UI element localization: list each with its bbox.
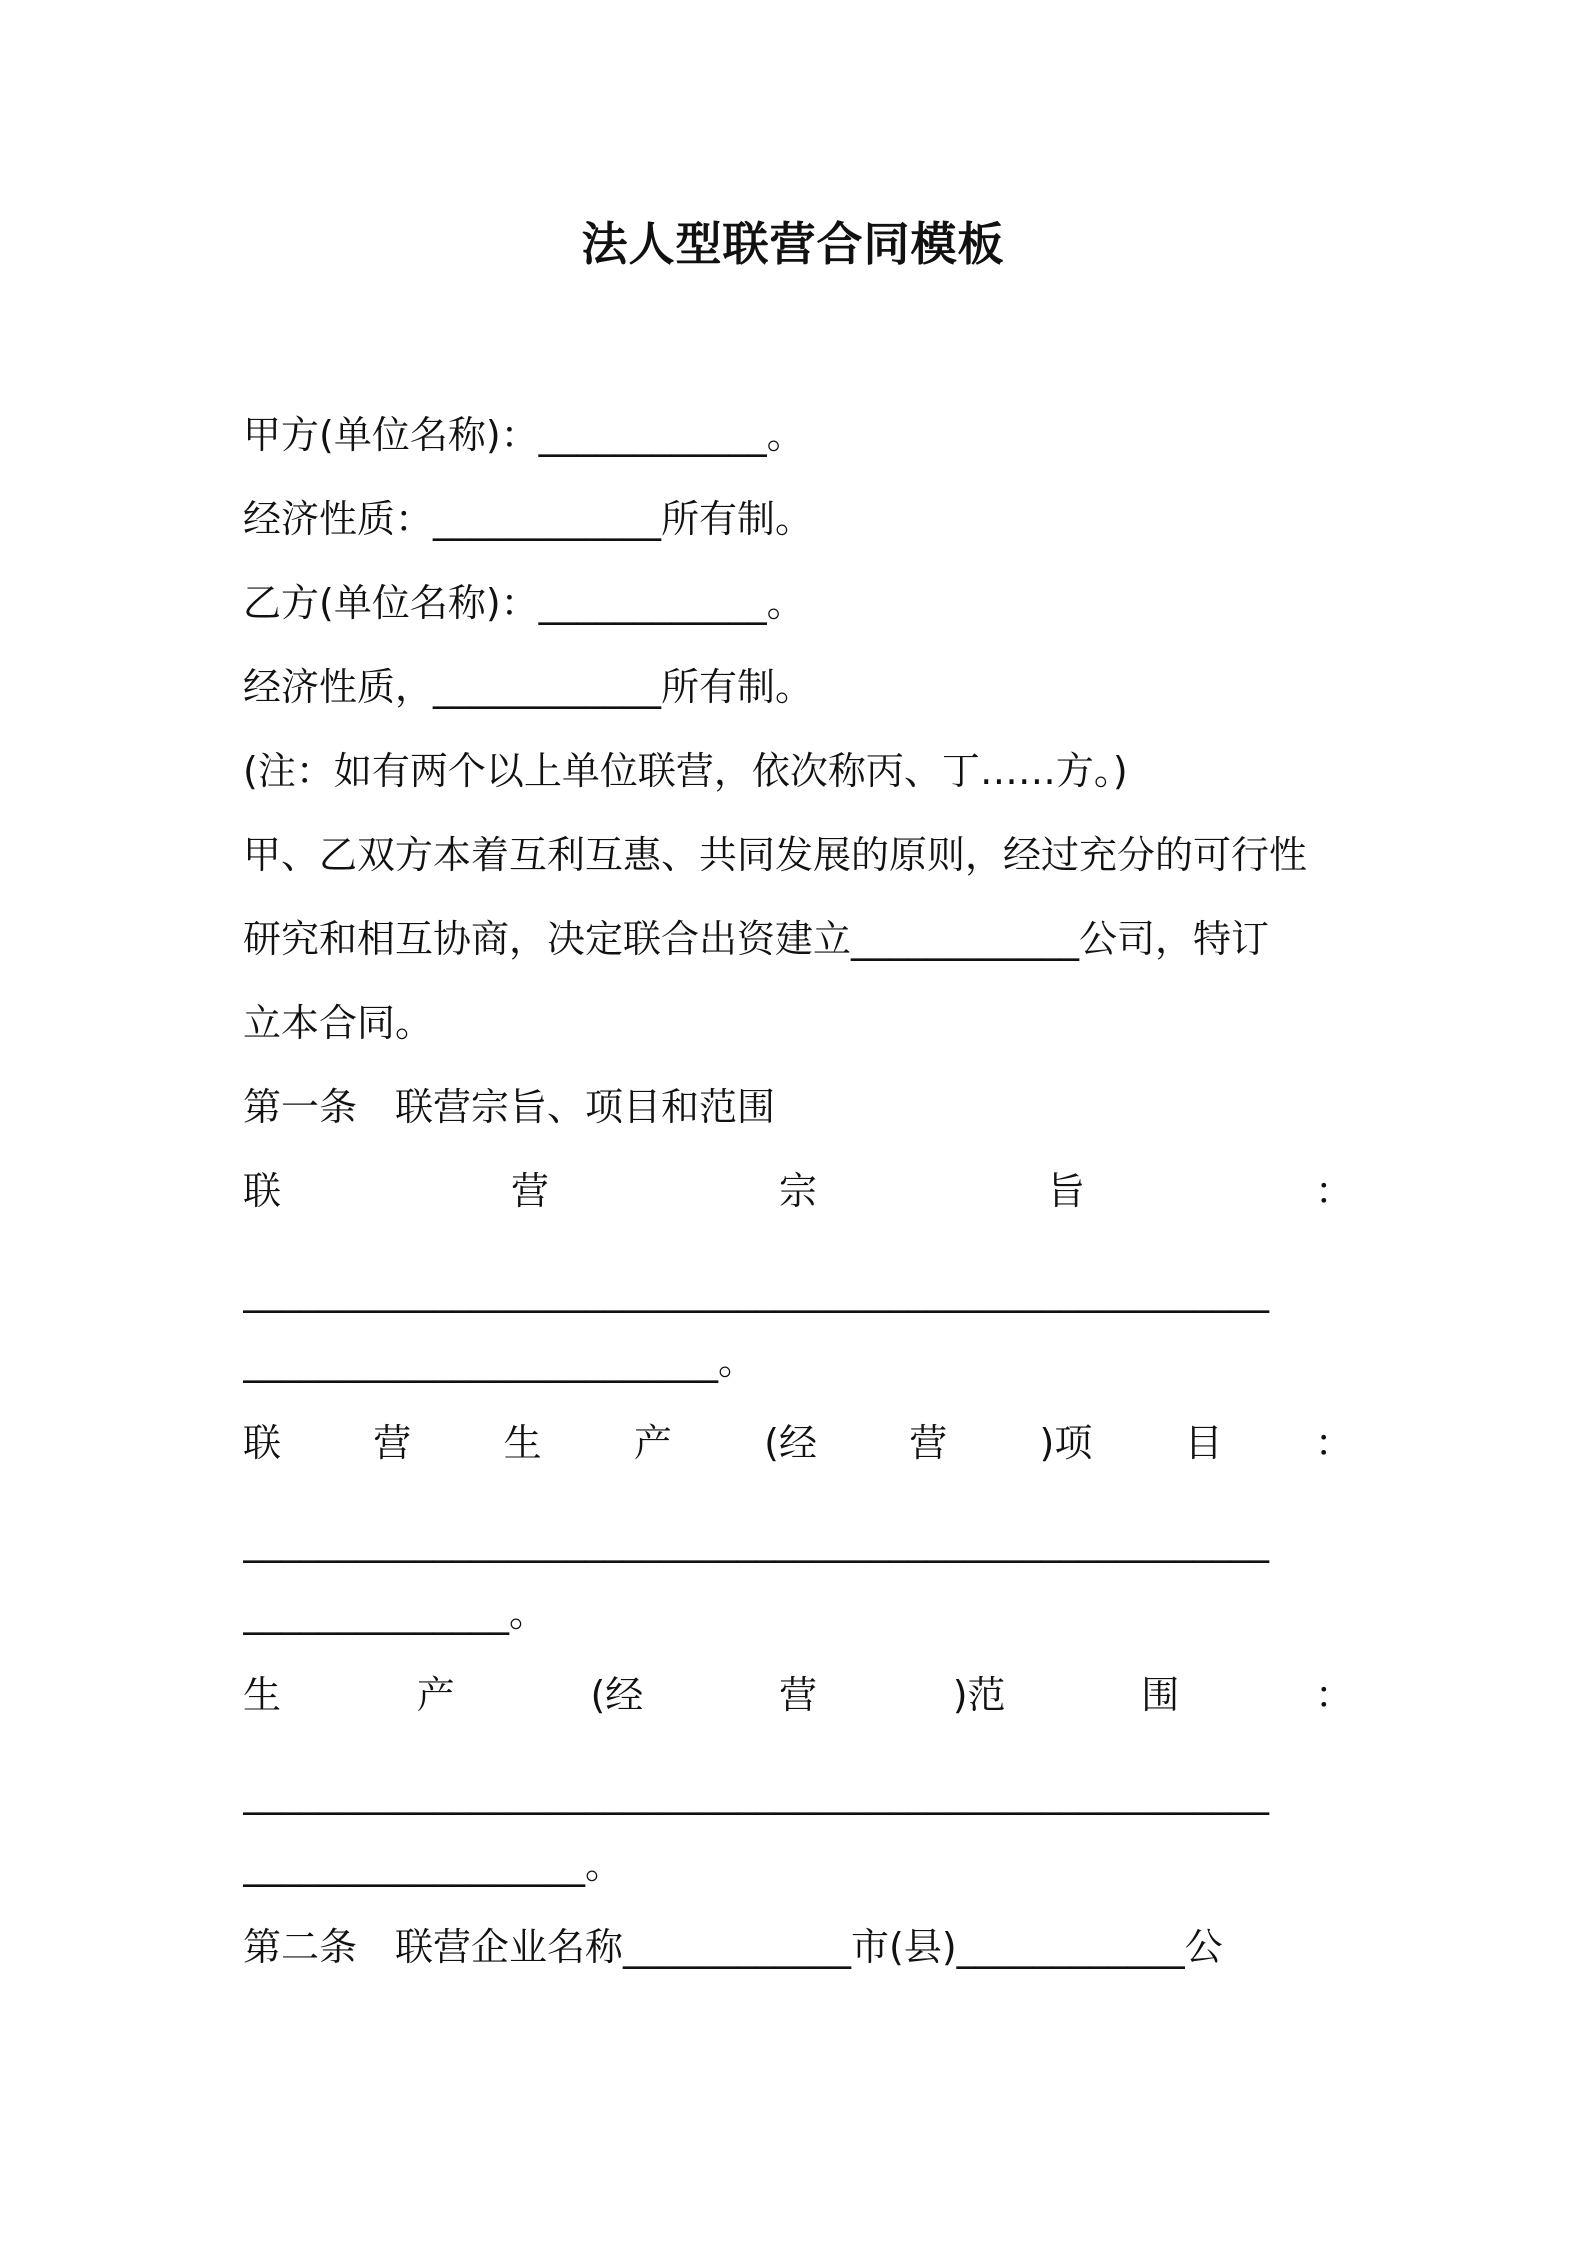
purpose-label-char: ： [1314,1169,1353,1213]
scope-label-char: 产 [416,1673,455,1717]
project-blank-line-2: ______________。 [243,1591,548,1635]
scope-label-char: 营 [778,1673,817,1717]
purpose-blank-line-1: ______________________________________________________ [243,1269,1269,1313]
project-label-char: 联 [243,1421,282,1465]
purpose-label [243,1166,1353,1216]
scope-blank-line-2: __________________。 [243,1843,624,1887]
project-label-char: 产 [633,1421,672,1465]
party-b-line: 乙方(单位名称)：____________。 [243,581,805,625]
party-b-nature-line: 经济性质，____________所有制。 [243,665,814,709]
project-label-char: ： [1314,1421,1353,1465]
note-line: (注：如有两个以上单位联营，依次称丙、丁……方。) [243,749,1128,793]
project-blank-line-1: ______________________________________________________ [243,1519,1269,1563]
scope-label-char: ： [1314,1673,1353,1717]
document-title: 法人型联营合同模板 [581,217,1005,271]
party-a-line: 甲方(单位名称)：____________。 [243,413,805,457]
scope-blank-line-1: ______________________________________________________ [243,1771,1269,1815]
scope-label-char: )范 [952,1673,1006,1717]
purpose-blank-line-2: _________________________。 [243,1339,757,1383]
scope-label-char: 围 [1141,1673,1180,1717]
purpose-label-char: 联 [243,1169,282,1213]
scope-label [243,1670,1353,1720]
project-label-char: 生 [503,1421,542,1465]
preamble-line-3: 立本合同。 [243,1001,434,1045]
preamble-line-1: 甲、乙双方本着互利互惠、共同发展的原则，经过充分的可行性 [243,833,1308,877]
purpose-label-char: 营 [510,1169,549,1213]
project-label-char: 目 [1184,1421,1223,1465]
party-a-nature-line: 经济性质：____________所有制。 [243,497,814,541]
article-1-heading: 第一条 联营宗旨、项目和范围 [243,1085,776,1129]
purpose-label-char: 旨 [1046,1169,1085,1213]
preamble-line-2: 研究和相互协商，决定联合出资建立____________公司，特订 [243,917,1270,961]
project-label [243,1418,1353,1468]
project-label-char: )项 [1039,1421,1093,1465]
scope-label-char: 生 [243,1673,282,1717]
project-label-char: 营 [373,1421,412,1465]
purpose-label-char: 宗 [778,1169,817,1213]
scope-label-char: (经 [590,1673,644,1717]
project-label-char: 营 [909,1421,948,1465]
project-label-char: (经 [764,1421,817,1465]
article-2-line: 第二条 联营企业名称____________市(县)____________公 [243,1925,1223,1969]
